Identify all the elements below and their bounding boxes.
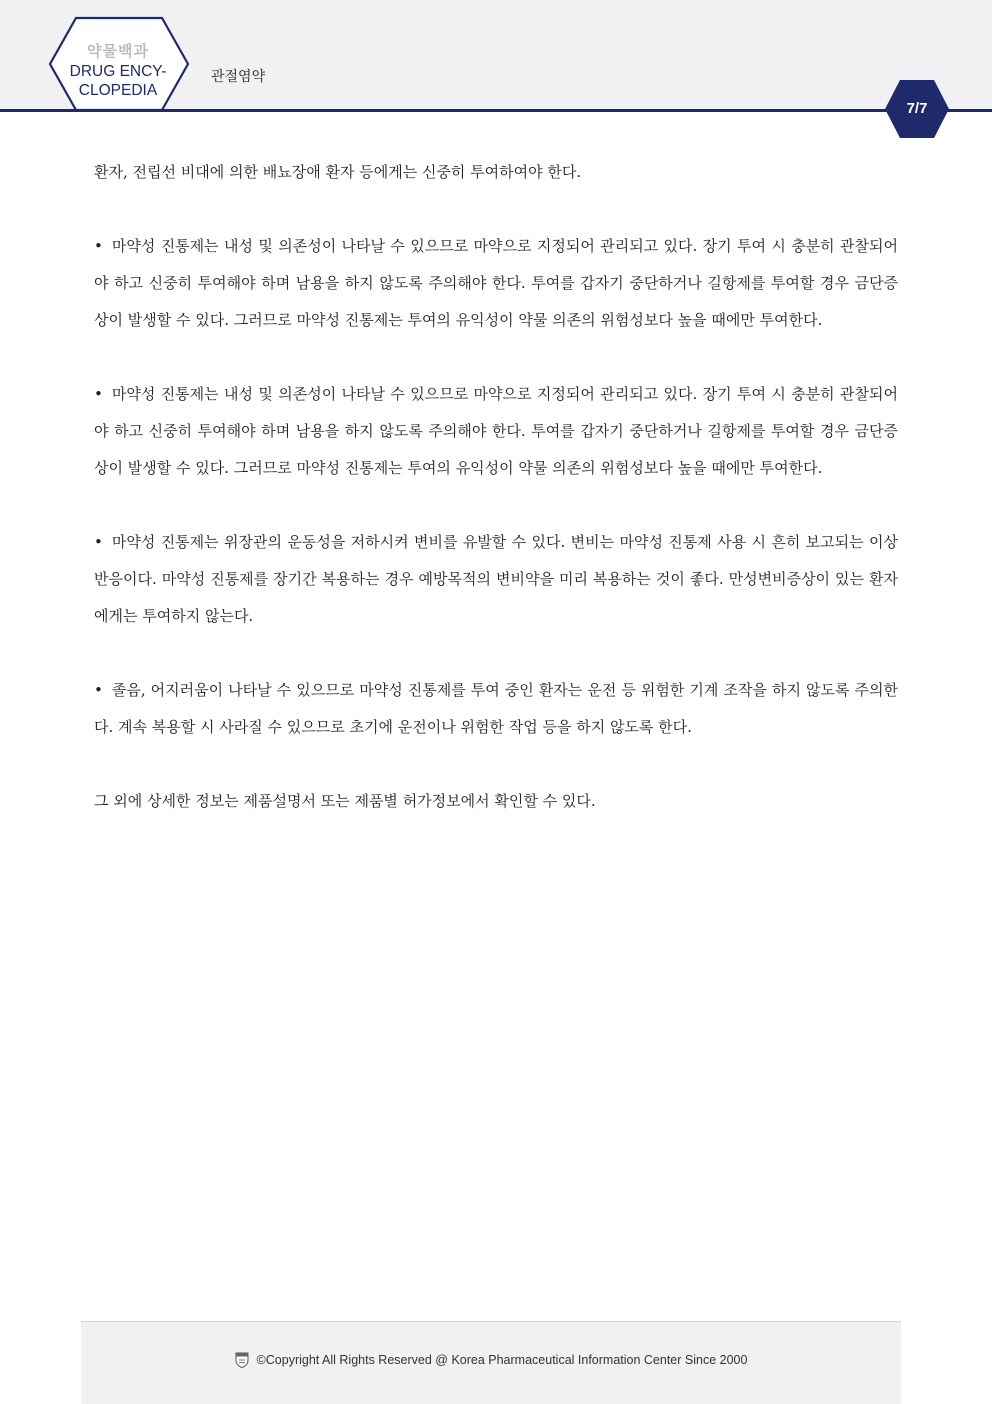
paragraph-text: 마약성 진통제는 내성 및 의존성이 나타날 수 있으므로 마약으로 지정되어 관리되고 있다. 장기 투여 시 충분히 관찰되어야 하고 신중히 투여해야 하며 남용을 하지 않도록 주의해야 한다. 투여를 갑자기 중단하거나 길항제를 투여할 경우 금단증상이 발생할 수 있다. 그러므로 마약성 진통제는 투여의 유익성이 약물 의존의 위험성보다 높을 때에만 투여한다. — [94, 237, 898, 329]
paragraph-bullet — [94, 228, 898, 339]
bullet-icon: • — [94, 681, 103, 699]
bullet-icon: • — [94, 533, 103, 551]
paragraph-text: 마약성 진통제는 위장관의 운동성을 저하시켜 변비를 유발할 수 있다. 변비는 마약성 진통제 사용 시 흔히 보고되는 이상반응이다. 마약성 진통제를 장기간 복용하는 경우 예방목적의 변비약을 미리 복용하는 것이 좋다. 만성변비증상이 있는 환자에게는 투여하지 않는다. — [94, 533, 898, 625]
bullet-icon: • — [94, 237, 103, 255]
footer — [81, 1321, 901, 1404]
page-indicator: 7/7 — [906, 100, 928, 117]
paragraph-bullet — [94, 672, 898, 746]
logo-english-text: DRUG ENCY- CLOPEDIA — [69, 63, 167, 99]
copyright-text: ©Copyright All Rights Reserved @ Korea Pharmaceutical Information Center Since 2000 — [256, 1353, 748, 1367]
category-title: 관절염약 — [211, 69, 266, 85]
crest-icon — [235, 1352, 249, 1368]
paragraph-text: 졸음, 어지러움이 나타날 수 있으므로 마약성 진통제를 투여 중인 환자는 운전 등 위험한 기계 조작을 하지 않도록 주의한다. 계속 복용할 시 사라질 수 있으므로 초기에 운전이나 위험한 작업 등을 하지 않도록 한다. — [94, 681, 898, 736]
paragraph-intro — [94, 154, 898, 191]
paragraph-bullet — [94, 524, 898, 635]
logo-korean-text: 약물백과 — [87, 42, 149, 60]
paragraph-closing — [94, 783, 898, 820]
document-body — [94, 154, 898, 857]
bullet-icon: • — [94, 385, 103, 403]
footer-content — [81, 1352, 901, 1368]
paragraph-text: 마약성 진통제는 내성 및 의존성이 나타날 수 있으므로 마약으로 지정되어 관리되고 있다. 장기 투여 시 충분히 관찰되어야 하고 신중히 투여해야 하며 남용을 하지 않도록 주의해야 한다. 투여를 갑자기 중단하거나 길항제를 투여할 경우 금단증상이 발생할 수 있다. 그러므로 마약성 진통제는 투여의 유익성이 약물 의존의 위험성보다 높을 때에만 투여한다. — [94, 385, 898, 477]
paragraph-text: 그 외에 상세한 정보는 제품설명서 또는 제품별 허가정보에서 확인할 수 있다. — [94, 792, 596, 810]
paragraph-text: 환자, 전립선 비대에 의한 배뇨장애 환자 등에게는 신중히 투여하여야 한다. — [94, 163, 582, 181]
paragraph-bullet — [94, 376, 898, 487]
